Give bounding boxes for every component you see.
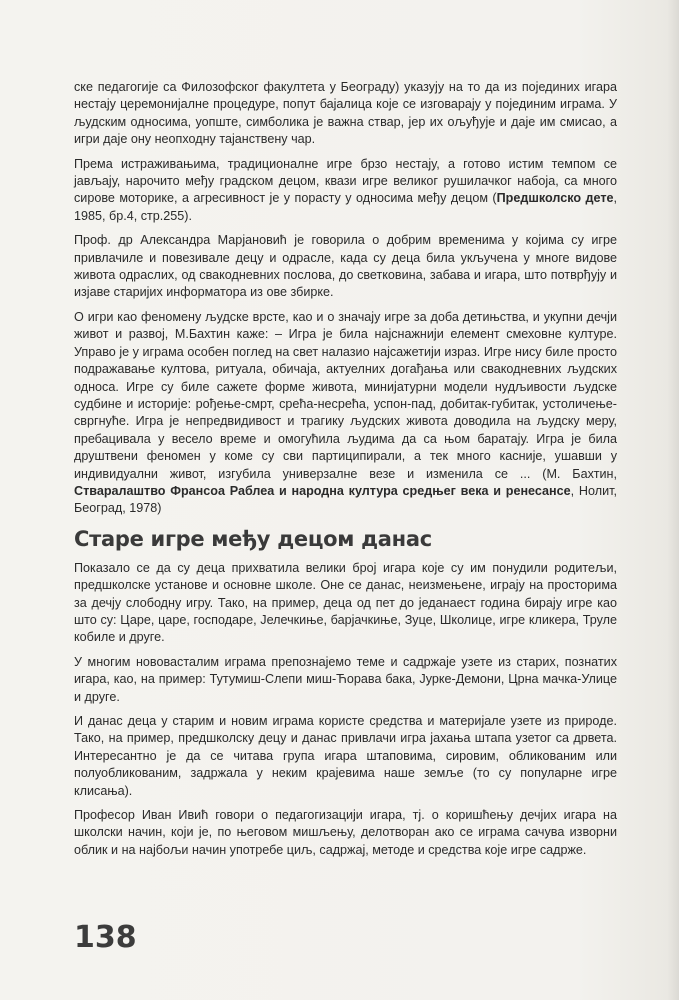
paragraph bbox=[74, 156, 617, 226]
paragraph: Показало се да су деца прихватила велики број игара које су им понудили родитељи, предшколске установе и основне школе. Оне се данас, неизмењене, играју на просторима за дечју слободну игру. Тако, на пример, деца од пет до једанаест година бирају игре као што су: Царе, царе, господаре, Јелечкиње, барјачкиње, Зуце, Школице, игре кликера, Труле кобиле и друге. bbox=[74, 560, 617, 645]
citation-title: Предшколско дете bbox=[496, 191, 614, 206]
section-heading: Старе игре међу децом данас bbox=[74, 526, 432, 551]
paragraph-text: , 1985, бр.4, стр.255). bbox=[74, 191, 617, 223]
citation-title: Стваралаштво Франсоа Раблеа и народна култура средњег века и ренесансе bbox=[74, 483, 571, 498]
paragraph-text: Према истраживањима, традиционалне игре брзо нестају, а готово истим темпом се јављају, нарочито међу градском децом, квази игре великог рушилачког набоја, са много сирове моторике, а агресивност је у порасту у односима међу децом ( bbox=[74, 156, 617, 206]
page-edge-shadow bbox=[667, 0, 679, 1000]
paragraph: У многим нововасталим играма препознајемо теме и садржаје узете из старих, познатих игара, као, на пример: Тутумиш-Слепи миш-Ћорава бака, Јурке-Демони, Црна мачка-Улице и друге. bbox=[74, 654, 617, 704]
paragraph: Проф. др Александра Марјановић је говорила о добрим временима у којима су игре привлачиле и повезивале децу и одрасле, када су деца била укључена у многе видове живота одраслих, од свакодневних послова, до светковина, забава и игара, што потврђују и изјаве старијих информатора из ове збирке. bbox=[74, 233, 617, 300]
paragraph: ске педагогије са Филозофског факултета у Београду) указују на то да из појединих игара нестају церемонијалне процедуре, попут бајалица које се изговарају у појединим играма. У људским односима, уопште, симболика је важна ствар, јер их ољуђује и даје им смисао, а игри даје ону неопходну тајанствену чар. bbox=[74, 80, 617, 147]
paragraph bbox=[74, 309, 617, 518]
paragraph-text: О игри као феномену људске врсте, као и о значају игре за доба детињства, и укупни дечји живот и развој, М.Бахтин каже: – Игра је била најснажнији елемент смеховне културе. Управо је у играма особен поглед на свет налазио најсажетији израз. Игре нису биле просто подражавање култова, ритуала, обичаја, актуелних догађања или свакодневних људских односа. Игре су биле сажете форме живота, минијатурни модели нудљивости људске судбине и историје: рођење-смрт, срећа-несрећа, успон-пад, добитак-губитак, устоличење-свргнуће. Игра је непредвидивост и трагику људских живота доводила на људску меру, пребацивала у весело време и омогућила људима да са њом баратају. Игра је била друштвени феномен у коме су сви партиципирали, а тек много касније, ушавши у индивидуални живот, изгубила универзалне везе и изменила се ... (М. Бахтин, bbox=[74, 309, 617, 481]
page-number: 138 bbox=[74, 920, 137, 955]
paragraph: Професор Иван Ивић говори о педагогизацији игара, тј. о коришћењу дечјих игара на школски начин, који је, по његовом мишљењу, делотворан ако се играма сачува изворни облик и на најбољи начин употребе циљ, садржај, методе и средства које игре садрже. bbox=[74, 808, 617, 857]
page-body bbox=[74, 79, 617, 866]
paragraph: И данас деца у старим и новим играма користе средства и материјале узете из природе. Тако, на пример, предшколску децу и данас привлачи игра јахања штапа узетог са дрвета. Интересантно је да се читава група игара штаповима, сировим, обликованим или полуобликованим, задржала у неким крајевима наше земље (то су популарне игре клисања). bbox=[74, 714, 617, 798]
paragraph-text: , Нолит, Београд, 1978) bbox=[74, 483, 617, 516]
